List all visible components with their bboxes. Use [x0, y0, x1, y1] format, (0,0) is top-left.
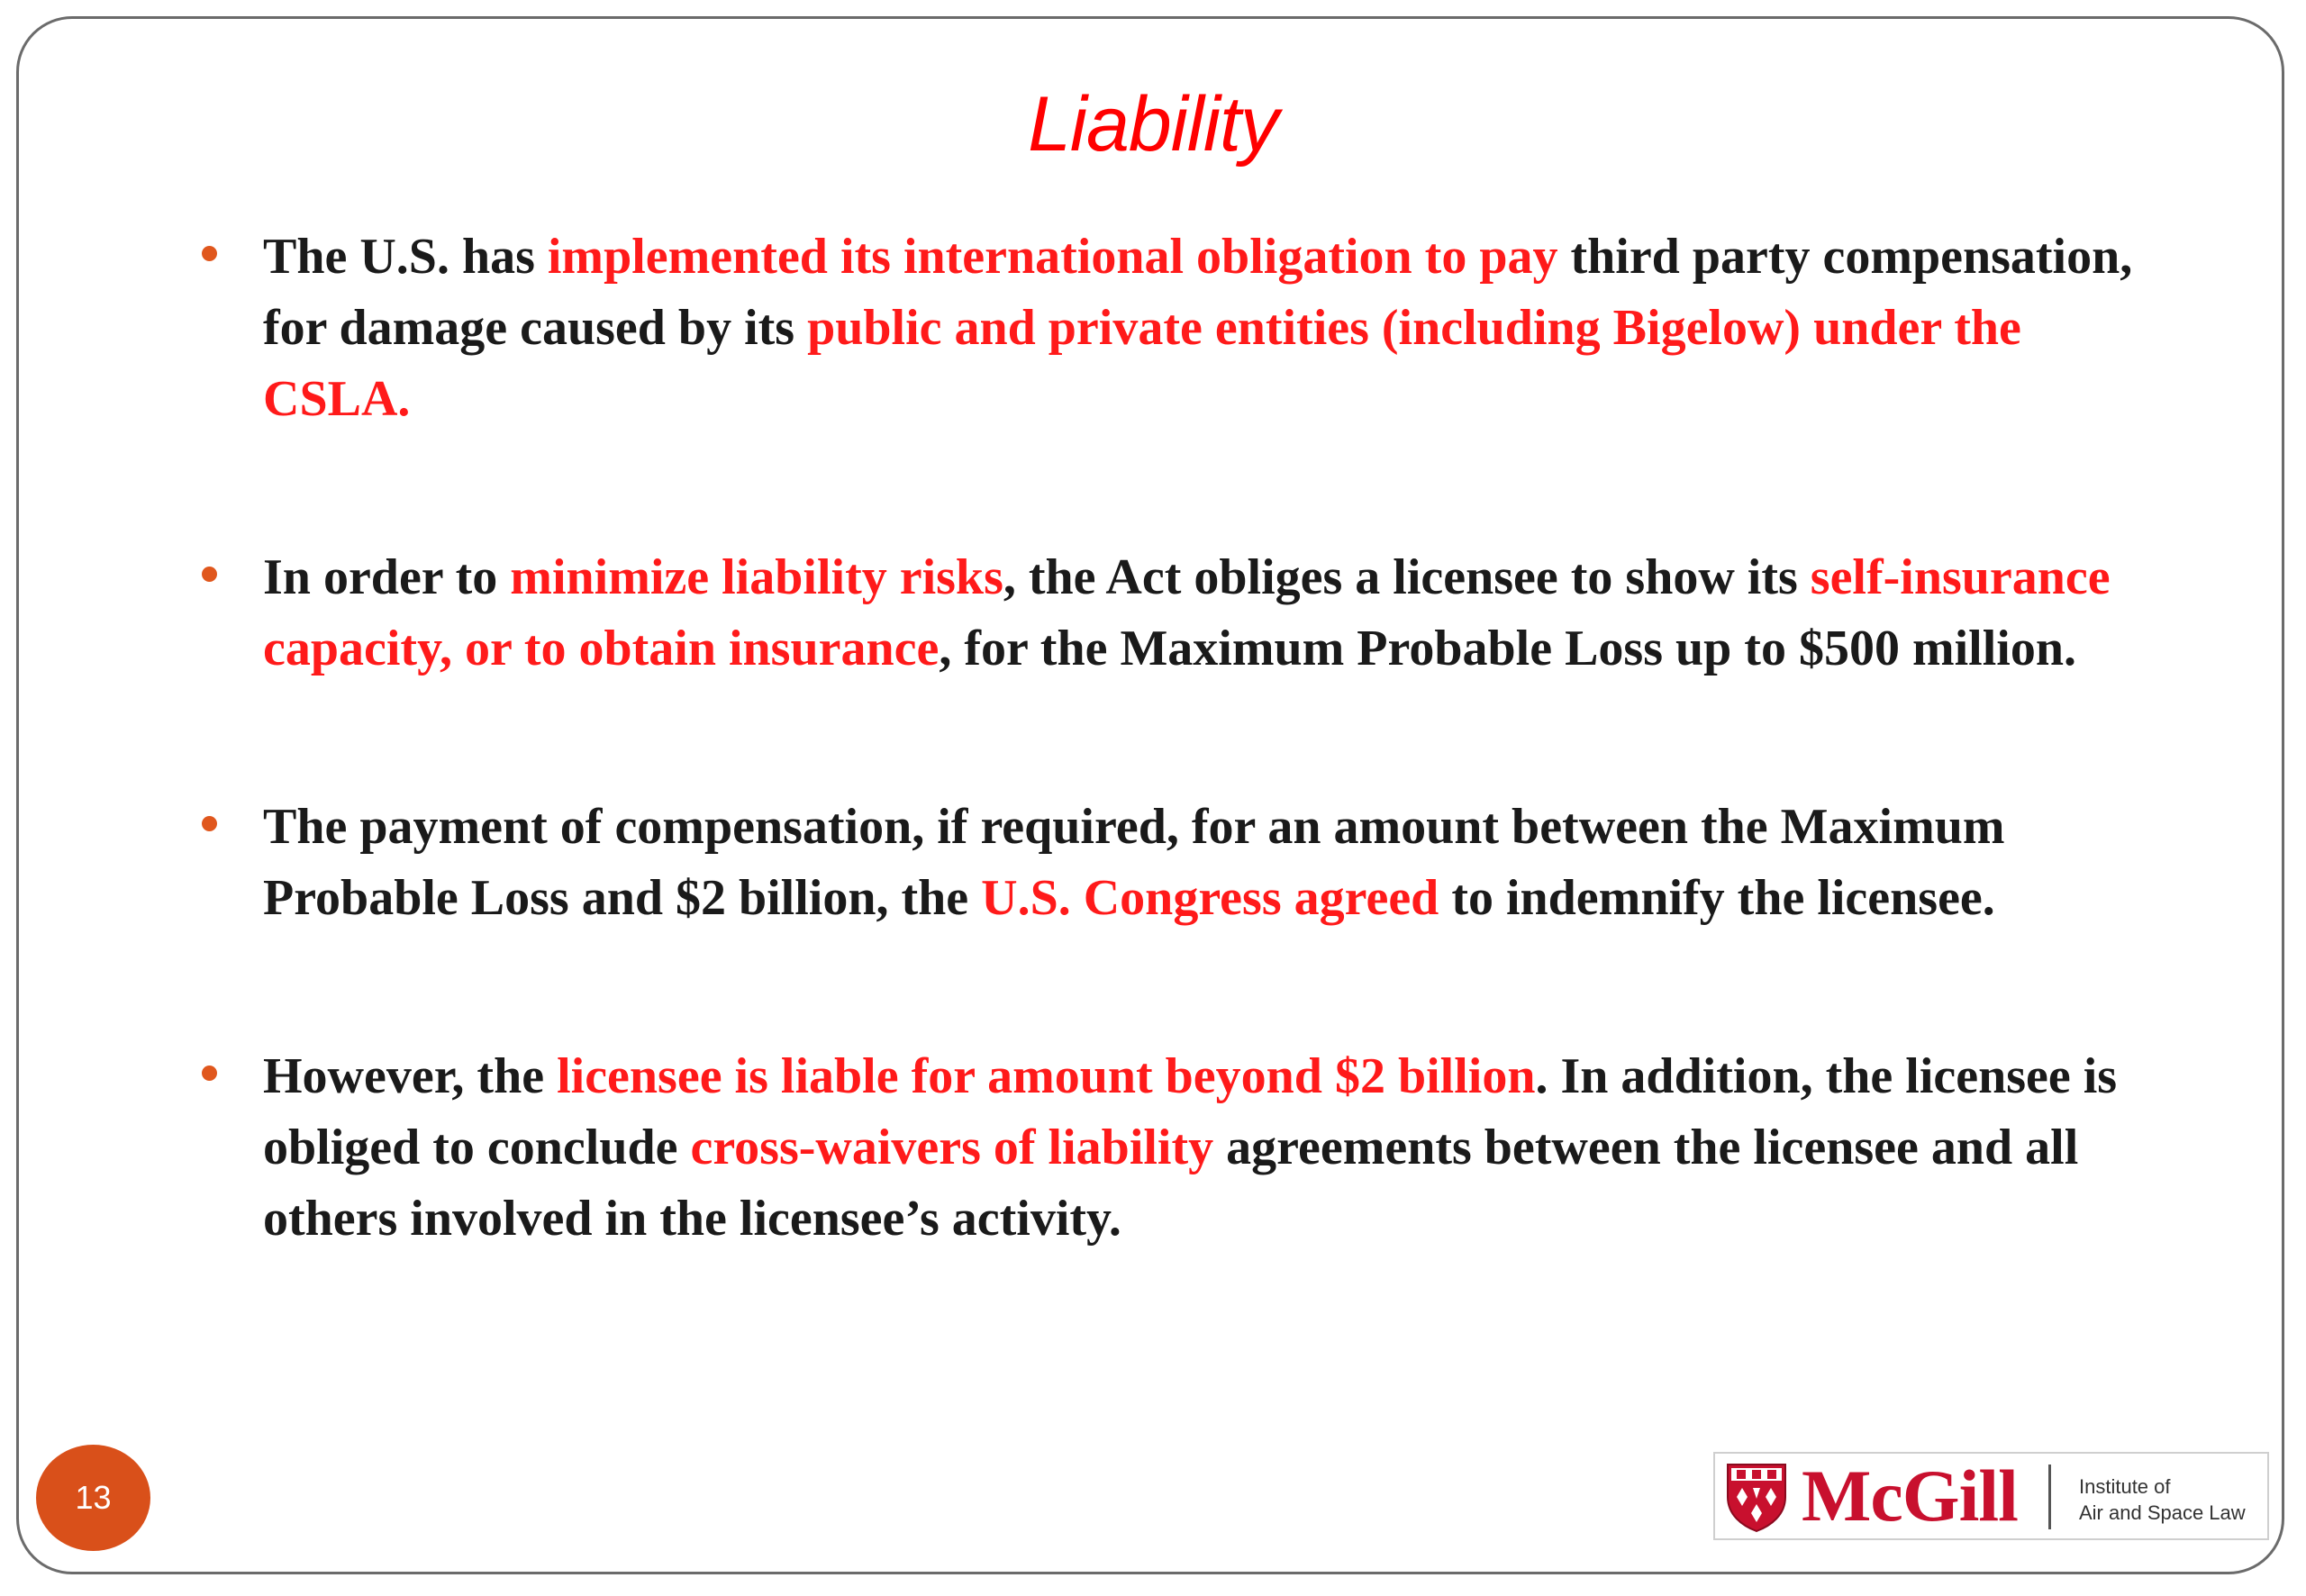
text-segment: . In addition, the licensee is obliged to conclude: [263, 1048, 2118, 1175]
highlighted-text-segment: implemented its international obligation to pay: [547, 229, 1558, 285]
mcgill-shield-icon: [1724, 1461, 1789, 1533]
mcgill-logo: [1713, 1452, 2269, 1540]
bullet-item: [263, 222, 2146, 435]
bullet-text: [263, 229, 2132, 427]
text-segment: , for the Maximum Probable Loss up to $500 million.: [939, 621, 2076, 676]
slide-title: Liability: [1028, 81, 1278, 168]
text-segment: However, the: [263, 1048, 558, 1104]
bullet-dot-icon: [202, 567, 217, 582]
text-segment: In order to: [263, 549, 511, 605]
highlighted-text-segment: U.S. Congress agreed: [981, 870, 1439, 926]
text-segment: to indemnify the licensee.: [1439, 870, 1995, 926]
bullet-dot-icon: [202, 816, 217, 831]
highlighted-text-segment: minimize liability risks: [510, 549, 1003, 605]
logo-wordmark: McGill: [1802, 1455, 2018, 1537]
bullet-dot-icon: [202, 1066, 217, 1081]
highlighted-text-segment: cross-waivers of liability: [690, 1120, 1214, 1175]
text-segment: The U.S. has: [263, 229, 548, 285]
logo-subtitle: [2079, 1474, 2268, 1526]
page-number-badge: 13: [36, 1445, 150, 1551]
highlighted-text-segment: licensee is liable for amount beyond $2 billion: [557, 1048, 1536, 1104]
text-segment: third party compensation, for damage caused by its: [263, 229, 2133, 356]
logo-subtitle-line: Institute of: [2079, 1475, 2171, 1498]
bullet-text: [263, 549, 2111, 676]
logo-subtitle-line: Air and Space Law: [2079, 1501, 2246, 1524]
bullet-dot-icon: [202, 246, 217, 261]
logo-divider: [2048, 1465, 2051, 1529]
text-segment: agreements between the licensee and all others involved in the licensee’s activity.: [263, 1120, 2079, 1247]
highlighted-text-segment: self-insurance capacity, or to obtain insurance: [263, 549, 2111, 676]
text-segment: , the Act obliges a licensee to show its: [1003, 549, 1811, 605]
bullet-item: [263, 542, 2146, 685]
bullet-list: [263, 222, 2146, 1255]
bullet-item: [263, 792, 2146, 934]
bullet-text: [263, 799, 2005, 926]
text-segment: The payment of compensation, if required, for an amount between the Maximum Probable Loss and $2 billion, the: [263, 799, 2005, 926]
bullet-item: [263, 1041, 2146, 1255]
highlighted-text-segment: public and private entities (including Bigelow) under the CSLA.: [263, 300, 2021, 427]
bullet-text: [263, 1048, 2117, 1247]
